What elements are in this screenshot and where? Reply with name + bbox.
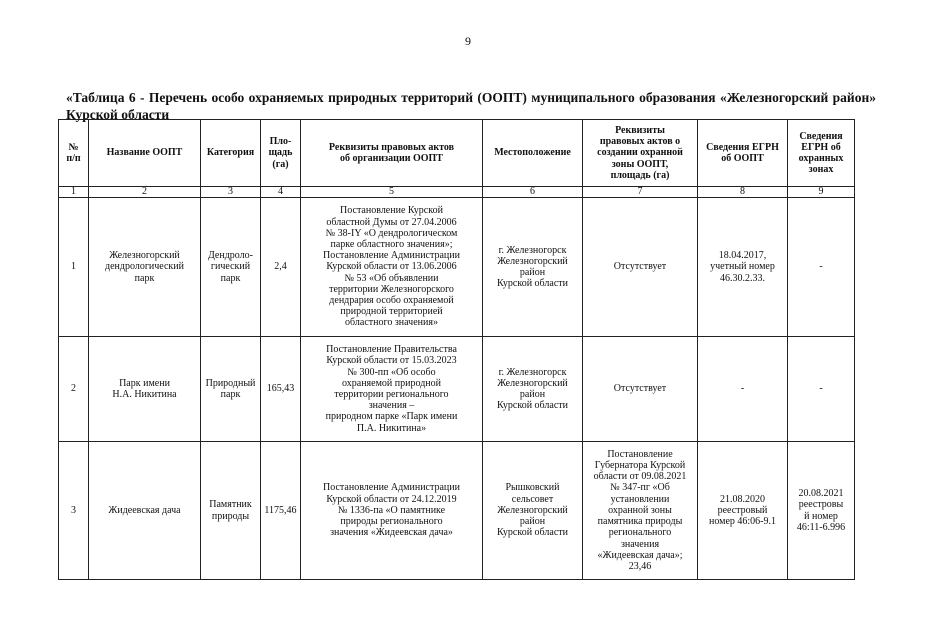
column-number: 1 (59, 187, 89, 198)
oopt-acts: Постановление Администрации Курской области от 24.12.2019 № 1336-па «О памятнике природы регионального значения «Жидеевская дача» (301, 442, 483, 580)
table-row (59, 198, 855, 337)
table-row (59, 442, 855, 580)
column-number: 5 (301, 187, 483, 198)
oopt-area: 1175,46 (261, 442, 301, 580)
oopt-zone-acts: Отсутствует (583, 198, 698, 337)
oopt-acts: Постановление Правительства Курской области от 15.03.2023 № 300-пп «Об особо охраняемой природной территории регионального значения – природном парке «Парк имени П.А. Никитина» (301, 337, 483, 442)
column-number: 8 (698, 187, 788, 198)
oopt-location: г. Железногорск Железногорский район Курской области (483, 337, 583, 442)
oopt-category: Памятник природы (201, 442, 261, 580)
oopt-zone-acts: Отсутствует (583, 337, 698, 442)
oopt-area: 165,43 (261, 337, 301, 442)
oopt-egrn: 18.04.2017, учетный номер 46.30.2.33. (698, 198, 788, 337)
oopt-acts: Постановление Курской областной Думы от 27.04.2006 № 38-IY «О дендрологическом парке областного значения»; Постановление Администрации Курской области от 13.06.2006 № 53 «Об объявлении территории Железногорского дендрария особо охраняемой природной территорией областного значения» (301, 198, 483, 337)
oopt-egrn: - (698, 337, 788, 442)
column-number: 6 (483, 187, 583, 198)
header-area: Пло- щадь (га) (261, 120, 301, 187)
oopt-category: Природный парк (201, 337, 261, 442)
oopt-egrn-zone: - (788, 337, 855, 442)
column-number: 3 (201, 187, 261, 198)
column-number: 9 (788, 187, 855, 198)
table-caption: «Таблица 6 - Перечень особо охраняемых природных территорий (ООПТ) муниципального образования «Железногорский район» Курской области (66, 90, 876, 122)
table-row (59, 337, 855, 442)
row-number: 1 (59, 198, 89, 337)
header-category: Категория (201, 120, 261, 187)
column-number: 2 (89, 187, 201, 198)
header-num: № п/п (59, 120, 89, 187)
oopt-area: 2,4 (261, 198, 301, 337)
header-egrn: Сведения ЕГРН об ООПТ (698, 120, 788, 187)
oopt-category: Дендроло- гический парк (201, 198, 261, 337)
column-number-row (59, 187, 855, 198)
oopt-egrn-zone: - (788, 198, 855, 337)
oopt-egrn: 21.08.2020 реестровый номер 46:06-9.1 (698, 442, 788, 580)
header-acts: Реквизиты правовых актов об организации ООПТ (301, 120, 483, 187)
column-number: 4 (261, 187, 301, 198)
oopt-location: г. Железногорск Железногорский район Курской области (483, 198, 583, 337)
row-number: 3 (59, 442, 89, 580)
oopt-name: Жидеевская дача (89, 442, 201, 580)
oopt-zone-acts: Постановление Губернатора Курской области от 09.08.2021 № 347-пг «Об установлении охранной зоны памятника природы регионального значения «Жидеевская дача»; 23,46 (583, 442, 698, 580)
column-number: 7 (583, 187, 698, 198)
oopt-egrn-zone: 20.08.2021 реестровы й номер 46:11-6.996 (788, 442, 855, 580)
header-zone-acts: Реквизиты правовых актов о создании охранной зоны ООПТ, площадь (га) (583, 120, 698, 187)
row-number: 2 (59, 337, 89, 442)
header-name: Название ООПТ (89, 120, 201, 187)
oopt-name: Парк имени Н.А. Никитина (89, 337, 201, 442)
oopt-location: Рышковский сельсовет Железногорский район Курской области (483, 442, 583, 580)
header-location: Местоположение (483, 120, 583, 187)
oopt-name: Железногорский дендрологический парк (89, 198, 201, 337)
oopt-table (58, 119, 855, 580)
header-egrn-zones: Сведения ЕГРН об охранных зонах (788, 120, 855, 187)
page-number: 9 (465, 34, 471, 48)
table-header-row (59, 120, 855, 187)
